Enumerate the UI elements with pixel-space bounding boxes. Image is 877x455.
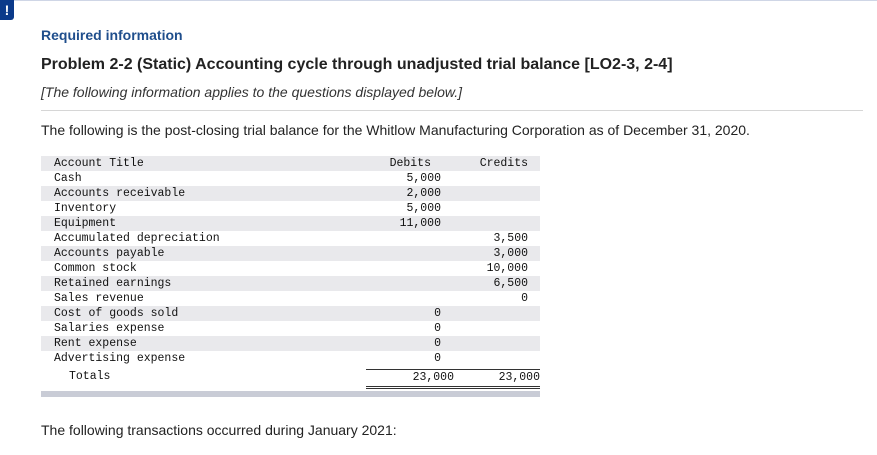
problem-title: Problem 2-2 (Static) Accounting cycle through unadjusted trial balance [LO2-3, 2-4] bbox=[41, 56, 673, 73]
debit-cell: 0 bbox=[434, 337, 441, 350]
header-credits: Credits bbox=[479, 157, 528, 170]
account-cell: Retained earnings bbox=[54, 277, 172, 290]
debit-cell: 2,000 bbox=[406, 187, 441, 200]
account-cell: Cost of goods sold bbox=[54, 307, 179, 320]
section-divider bbox=[41, 110, 863, 111]
totals-debit: 23,000 bbox=[366, 369, 454, 389]
debit-cell: 11,000 bbox=[399, 217, 441, 230]
table-row bbox=[41, 351, 540, 366]
table-row bbox=[41, 276, 540, 291]
info-note: [The following information applies to the questions displayed below.] bbox=[41, 84, 463, 100]
table-row bbox=[41, 291, 540, 306]
account-cell: Rent expense bbox=[54, 337, 137, 350]
table-row bbox=[41, 231, 540, 246]
debit-cell: 0 bbox=[434, 322, 441, 335]
debit-cell: 0 bbox=[434, 307, 441, 320]
table-row bbox=[41, 216, 540, 231]
table-row bbox=[41, 336, 540, 351]
header-account-title: Account Title bbox=[54, 157, 144, 170]
credit-cell: 6,500 bbox=[493, 277, 528, 290]
table-row bbox=[41, 186, 540, 201]
account-cell: Advertising expense bbox=[54, 352, 186, 365]
required-information-label: Required information bbox=[41, 27, 183, 43]
trial-balance-rows bbox=[41, 171, 540, 366]
debit-cell: 5,000 bbox=[406, 202, 441, 215]
transactions-intro: The following transactions occurred during January 2021: bbox=[41, 422, 397, 438]
table-row bbox=[41, 201, 540, 216]
trial-balance-table bbox=[41, 156, 540, 397]
account-cell: Inventory bbox=[54, 202, 117, 215]
account-cell: Equipment bbox=[54, 217, 117, 230]
totals-label: Totals bbox=[69, 370, 111, 383]
header-debits: Debits bbox=[389, 157, 431, 170]
debit-cell: 0 bbox=[434, 352, 441, 365]
table-row bbox=[41, 306, 540, 321]
account-cell: Sales revenue bbox=[54, 292, 144, 305]
credit-cell: 3,500 bbox=[493, 232, 528, 245]
intro-text: The following is the post-closing trial balance for the Whitlow Manufacturing Corporation as of December 31, 2020. bbox=[41, 122, 750, 138]
credit-cell: 10,000 bbox=[486, 262, 528, 275]
table-row bbox=[41, 246, 540, 261]
table-row bbox=[41, 321, 540, 336]
account-cell: Accounts payable bbox=[54, 247, 165, 260]
top-rule bbox=[14, 0, 877, 1]
credit-cell: 3,000 bbox=[493, 247, 528, 260]
table-header-row bbox=[41, 156, 540, 171]
table-row bbox=[41, 261, 540, 276]
table-row bbox=[41, 171, 540, 186]
account-cell: Accounts receivable bbox=[54, 187, 186, 200]
debit-cell: 5,000 bbox=[406, 172, 441, 185]
totals-row bbox=[41, 369, 540, 385]
totals-credit: 23,000 bbox=[452, 369, 540, 389]
account-cell: Cash bbox=[54, 172, 82, 185]
account-cell: Common stock bbox=[54, 262, 137, 275]
credit-cell: 0 bbox=[521, 292, 528, 305]
table-bottom-band bbox=[41, 391, 540, 397]
alert-icon: ! bbox=[0, 0, 14, 20]
account-cell: Salaries expense bbox=[54, 322, 165, 335]
account-cell: Accumulated depreciation bbox=[54, 232, 220, 245]
